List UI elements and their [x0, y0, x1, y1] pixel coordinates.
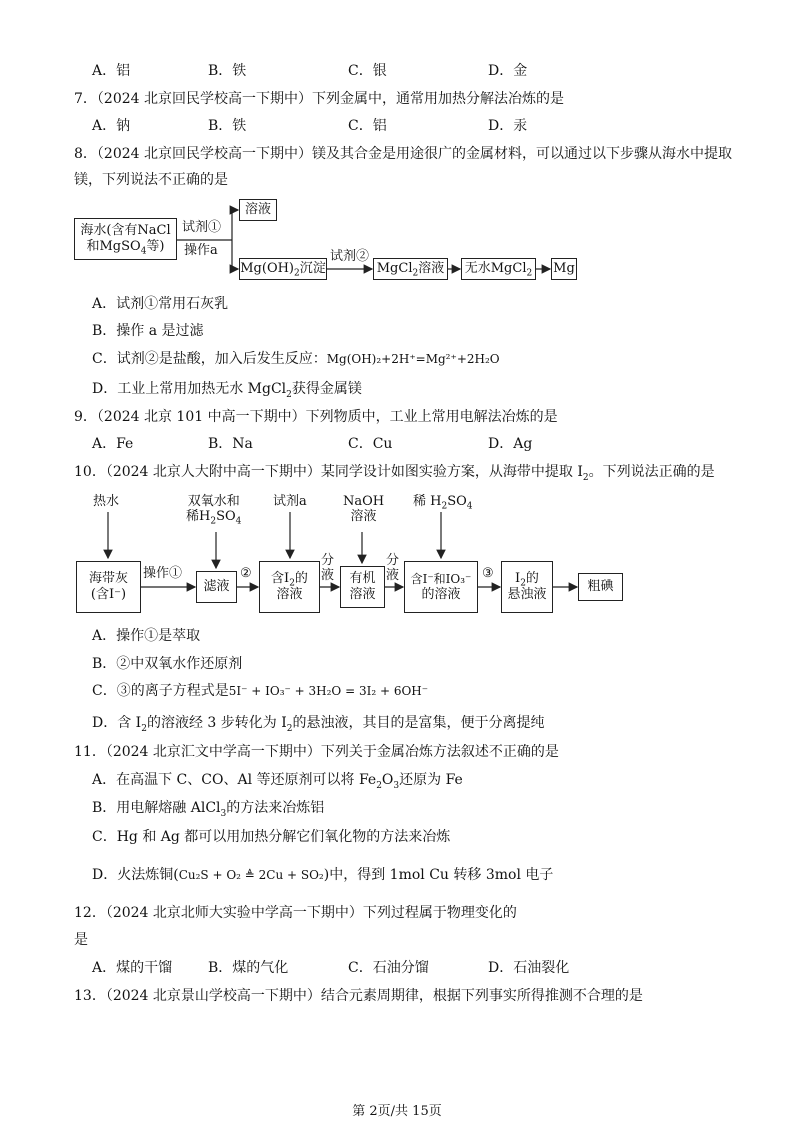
q10-label-h2o2: 双氧水和 稀$H_2SO_4$	[186, 494, 242, 527]
q8-box-seawater: 海水(含有NaCl 和MgSO$_4$等)	[74, 218, 177, 260]
q11-option-b: B．用电解熔融 AlCl$_3$的方法来冶炼铝	[92, 800, 325, 819]
q8-option-d: D．工业上常用加热无水 MgCl$_2$获得金属镁	[92, 381, 362, 400]
q7-option-c: C．铝	[348, 118, 387, 134]
q10-label-step2: ②	[240, 566, 252, 581]
q8-stem-line1: 8．（2024 北京回民学校高一下期中）镁及其合金是用途很广的金属材料，可以通过以下步骤从海水中提取	[74, 146, 732, 162]
q10-label-hot-water: 热水	[93, 494, 120, 509]
q9-option-c: C．Cu	[348, 436, 393, 452]
q7-option-d: D．汞	[488, 118, 528, 134]
q7-option-a: A．钠	[92, 118, 131, 134]
q10-label-separate1: 分 液	[321, 553, 335, 583]
q10-label-step3: ③	[482, 566, 494, 581]
q12-stem-line2: 是	[74, 932, 88, 948]
q10-label-separate2: 分 液	[386, 553, 400, 583]
q10-option-c: C．③的离子方程式是5I⁻ + IO₃⁻ + 3H₂O = 3I₂ + 6OH⁻	[92, 683, 429, 699]
q10-box-i2-solution: 含$I_2$的 溶液	[259, 561, 320, 613]
q10-box-filtrate: 滤液	[196, 571, 237, 603]
q10-stem: 10．（2024 北京人大附中高一下期中）某同学设计如图实验方案，从海带中提取 $I_2$。下列说法正确的是	[74, 464, 715, 483]
q8-option-c: C．试剂②是盐酸，加入后发生反应：Mg(OH)₂+2H⁺=Mg²⁺+2H₂O	[92, 351, 500, 367]
q11-option-c: C．Hg 和 Ag 都可以用加热分解它们氧化物的方法来冶炼	[92, 829, 451, 845]
q10-option-b: B．②中双氧水作还原剂	[92, 656, 243, 672]
q8-box-anhydrous-mgcl2: 无水MgCl$_2$	[461, 258, 536, 280]
q7-stem: 7．（2024 北京回民学校高一下期中）下列金属中，通常用加热分解法冶炼的是	[74, 91, 564, 107]
q10-box-crude-iodine: 粗碘	[578, 573, 623, 601]
q12-option-d: D．石油裂化	[488, 960, 570, 976]
q9-option-a: A．Fe	[92, 436, 134, 452]
q6-option-c: C．银	[348, 63, 387, 79]
q10-box-kelp-ash: 海带灰 (含I⁻)	[76, 561, 141, 613]
q13-stem: 13．（2024 北京景山学校高一下期中）结合元素周期律，根据下列事实所得推测不合理的是	[74, 988, 643, 1004]
q12-option-c: C．石油分馏	[348, 960, 429, 976]
page-footer: 第 2页/共 15页	[352, 1104, 442, 1119]
q10-option-d: D．含 $I_2$的溶液经 3 步转化为 $I_2$的悬浊液，其目的是富集，便于分离提纯	[92, 715, 545, 734]
q8-option-a: A．试剂①常用石灰乳	[92, 296, 229, 312]
q10-label-reagent-a: 试剂a	[273, 494, 307, 509]
q8-box-mgcl2-solution: MgCl$_2$溶液	[373, 258, 448, 280]
q8-label-reagent2: 试剂②	[330, 249, 370, 264]
q6-option-b: B．铁	[208, 63, 247, 79]
q11-stem: 11．（2024 北京汇文中学高一下期中）下列关于金属冶炼方法叙述不正确的是	[74, 744, 559, 760]
q10-label-dilute-h2so4: 稀 $H_2SO_4$	[413, 494, 473, 512]
q8-box-mgoh2: $Mg(OH)_2$沉淀	[239, 258, 327, 280]
q10-box-i2-suspension: $I_2$的 悬浊液	[501, 561, 553, 613]
q6-option-a: A．铝	[92, 63, 131, 79]
q10-box-organic-solution: 有机 溶液	[340, 566, 385, 608]
q12-option-a: A．煤的干馏	[92, 960, 173, 976]
q9-option-d: D．Ag	[488, 436, 533, 452]
q8-box-mg: Mg	[551, 258, 577, 280]
q11-option-d: D．火法炼铜(Cu₂S + O₂ ≜ 2Cu + SO₂)中，得到 1mol Cu 转移 3mol 电子	[92, 867, 554, 883]
q6-option-d: D．金	[488, 63, 528, 79]
q9-stem: 9．（2024 北京 101 中高一下期中）下列物质中，工业上常用电解法冶炼的是	[74, 409, 558, 425]
q9-option-b: B．Na	[208, 436, 253, 452]
q7-option-b: B．铁	[208, 118, 247, 134]
q8-option-b: B．操作 a 是过滤	[92, 323, 204, 339]
q10-option-a: A．操作①是萃取	[92, 628, 201, 644]
q10-box-iodide-iodate: 含I⁻和IO₃⁻ 的溶液	[404, 561, 478, 613]
q8-box-solution: 溶液	[239, 199, 277, 221]
q8-label-operation-a: 操作a	[184, 243, 218, 258]
q12-option-b: B．煤的气化	[208, 960, 289, 976]
q8-stem-line2: 镁，下列说法不正确的是	[74, 172, 228, 188]
q10-label-operation1: 操作①	[143, 566, 183, 581]
q10-label-naoh: NaOH 溶液	[343, 494, 385, 524]
q8-label-reagent1: 试剂①	[182, 220, 222, 235]
q11-option-a: A．在高温下 C、CO、Al 等还原剂可以将 $Fe_2O_3$还原为 Fe	[92, 772, 463, 791]
q12-stem-line1: 12．（2024 北京北师大实验中学高一下期中）下列过程属于物理变化的	[74, 905, 517, 921]
